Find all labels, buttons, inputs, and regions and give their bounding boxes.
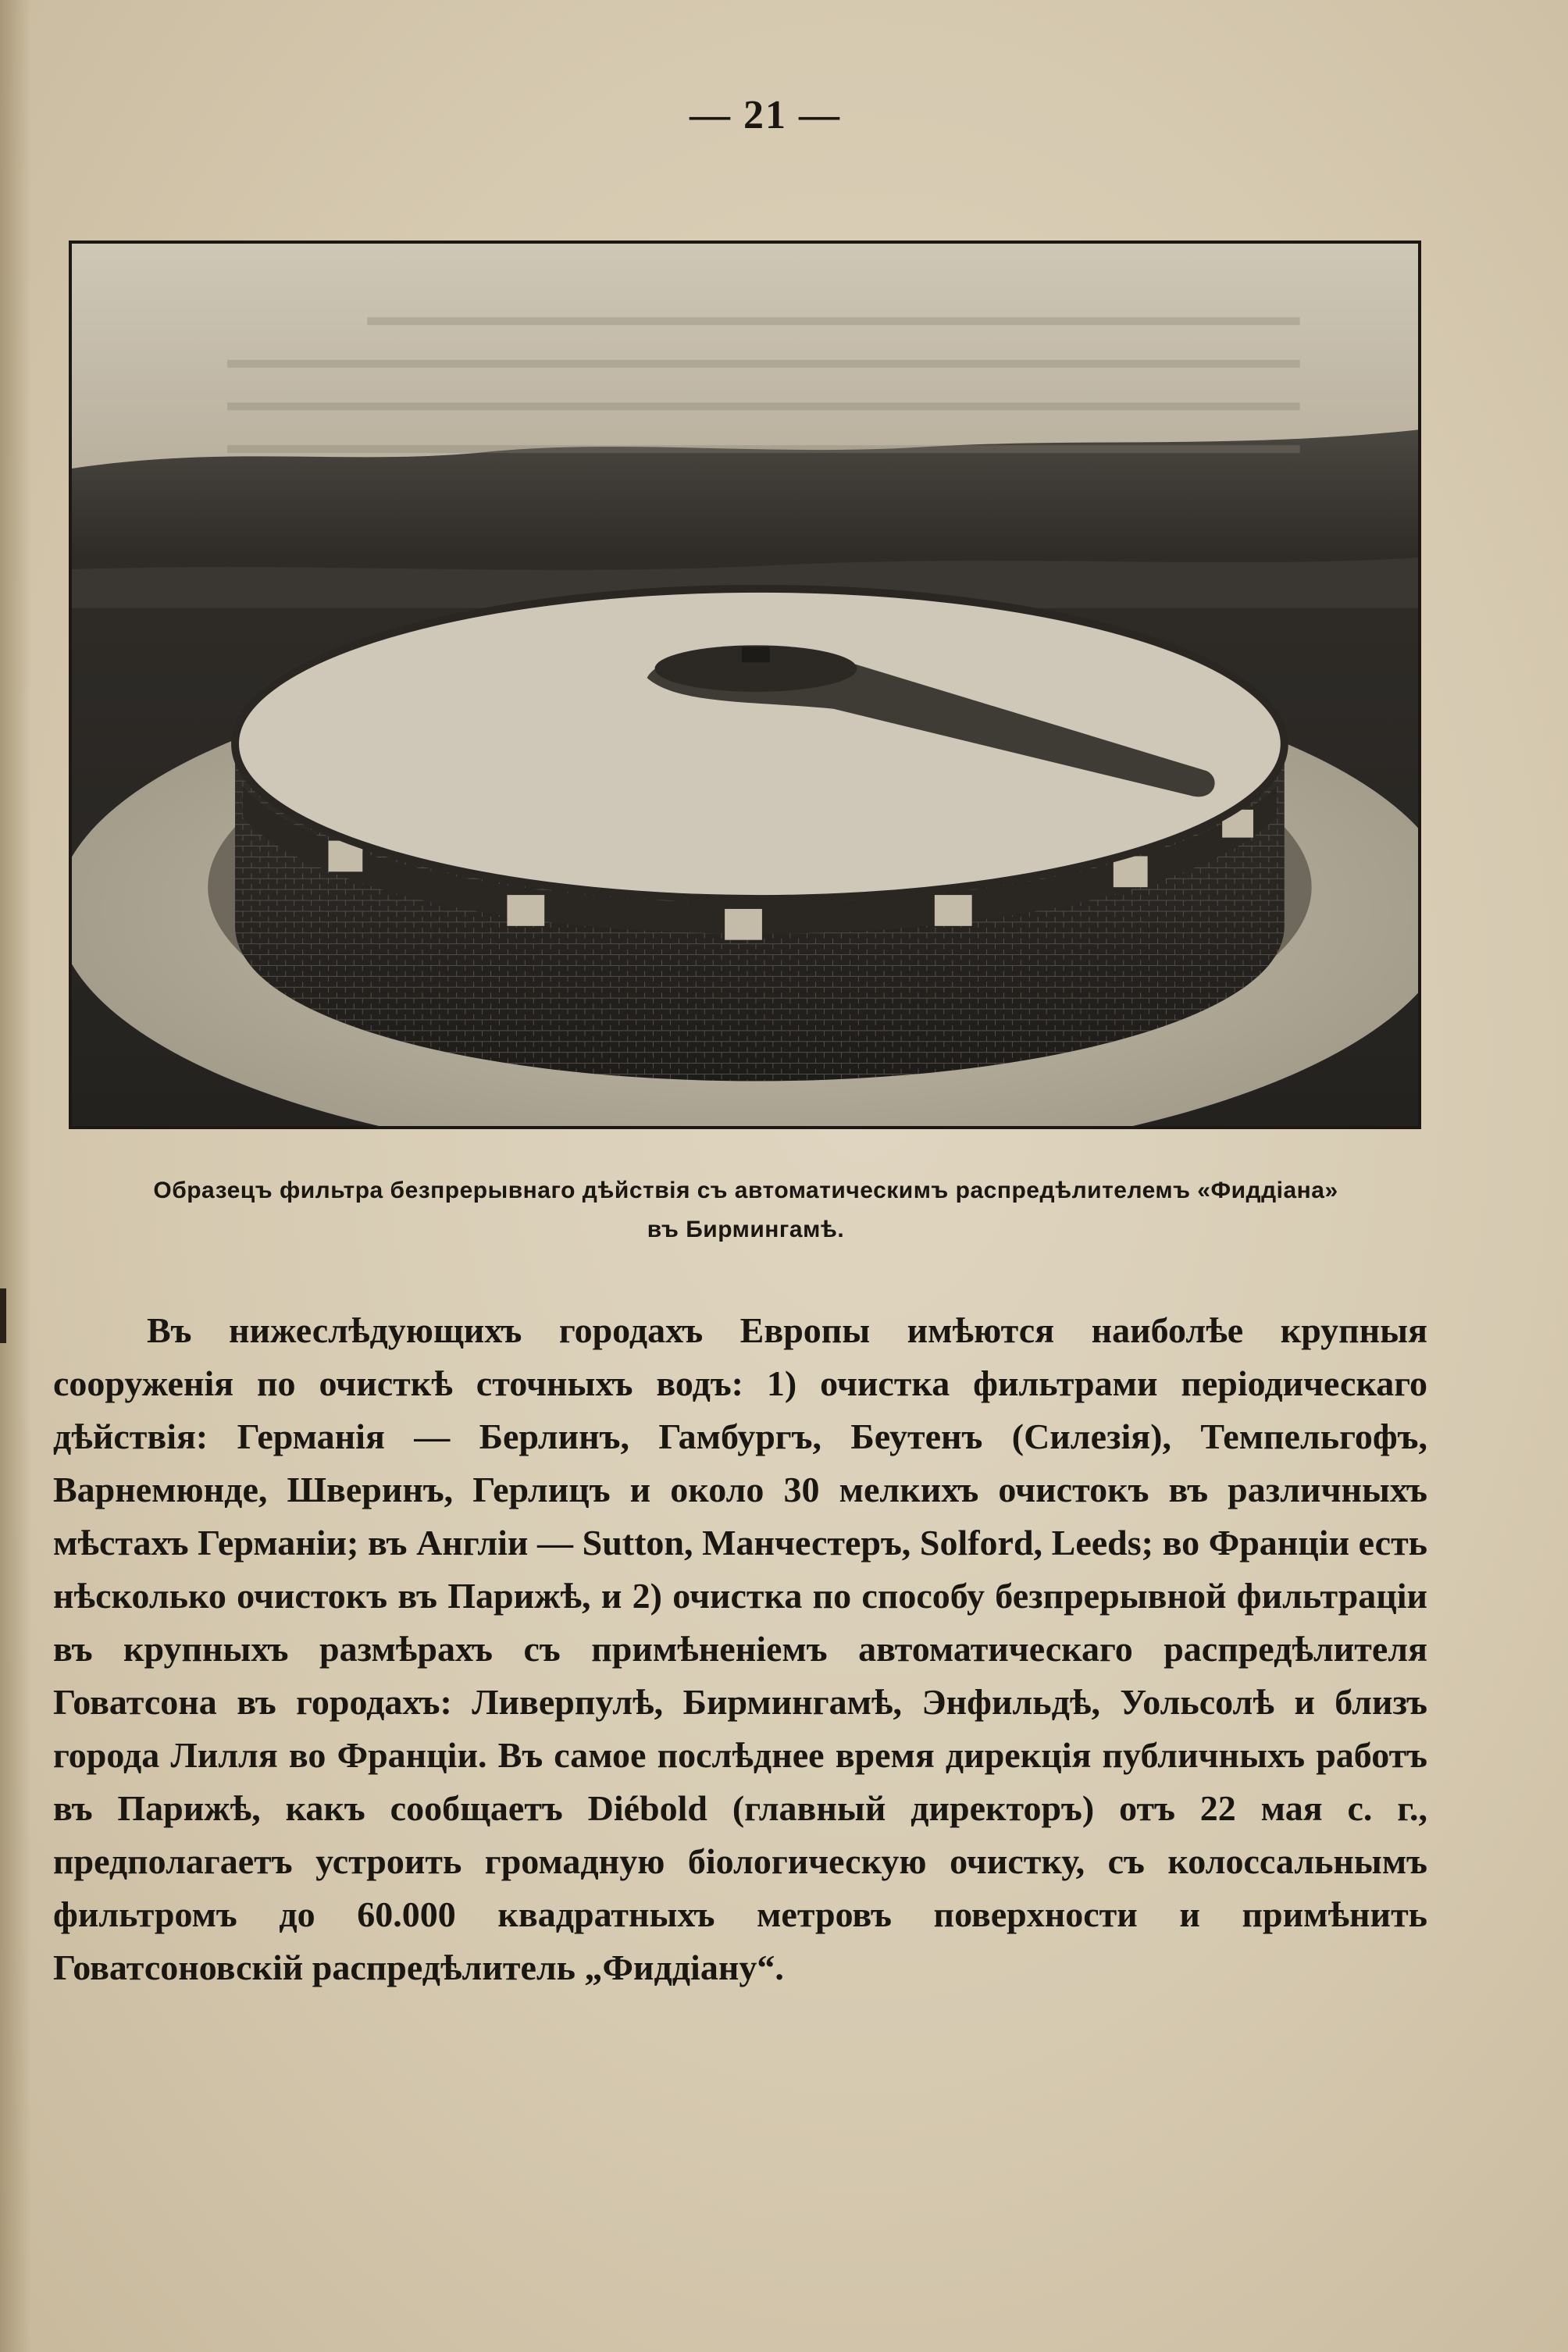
caption-line-1: Образецъ фильтра безпрерывнаго дѣйствія съ автоматическимъ распредѣлителемъ «Фиддіана» [153,1178,1338,1203]
photo-circular-filter-icon [72,244,1418,1126]
figure-photo [69,241,1421,1129]
caption-line-2: въ Бирмингамѣ. [647,1217,845,1242]
figure-caption [62,1171,1429,1249]
page-edge-shadow [0,0,31,2352]
body-text [53,1304,1427,1994]
page-number: — 21 — [690,93,841,137]
paragraph: Въ нижеслѣдующихъ городахъ Европы имѣются наиболѣе крупныя сооруженія по очисткѣ сточныхъ водъ: 1) очистка фильтрами періодическаго дѣйствія: Германія — Берлинъ, Гамбургъ, Беутенъ (Силезія), Темпельгофъ, Варнемюнде, Шверинъ, Герлицъ и около 30 мелкихъ очистокъ въ различныхъ мѣстахъ Германіи; въ Англіи — Sutton, Манчестеръ, Solford, Leeds; во Франціи есть нѣсколько очистокъ въ Парижѣ, и 2) очистка по способу безпрерывной фильтраціи въ крупныхъ размѣрахъ съ примѣненіемъ автоматическаго распредѣлителя Говатсона въ городахъ: Ливерпулѣ, Бирмингамѣ, Энфильдѣ, Уольсолѣ и близъ города Лилля во Франціи. Въ самое послѣднее время дирекція публичныхъ работъ въ Парижѣ, какъ сообщаетъ Diébold (главный директоръ) отъ 22 мая с. г., предполагаетъ устроить громадную біологическую очистку, съ колоссальнымъ фильтромъ до 60.000 квадратныхъ метровъ поверхности и примѣнить Говатсоновскій распредѣлитель „Фиддіану“. [53,1310,1427,1987]
margin-mark [0,1288,6,1343]
